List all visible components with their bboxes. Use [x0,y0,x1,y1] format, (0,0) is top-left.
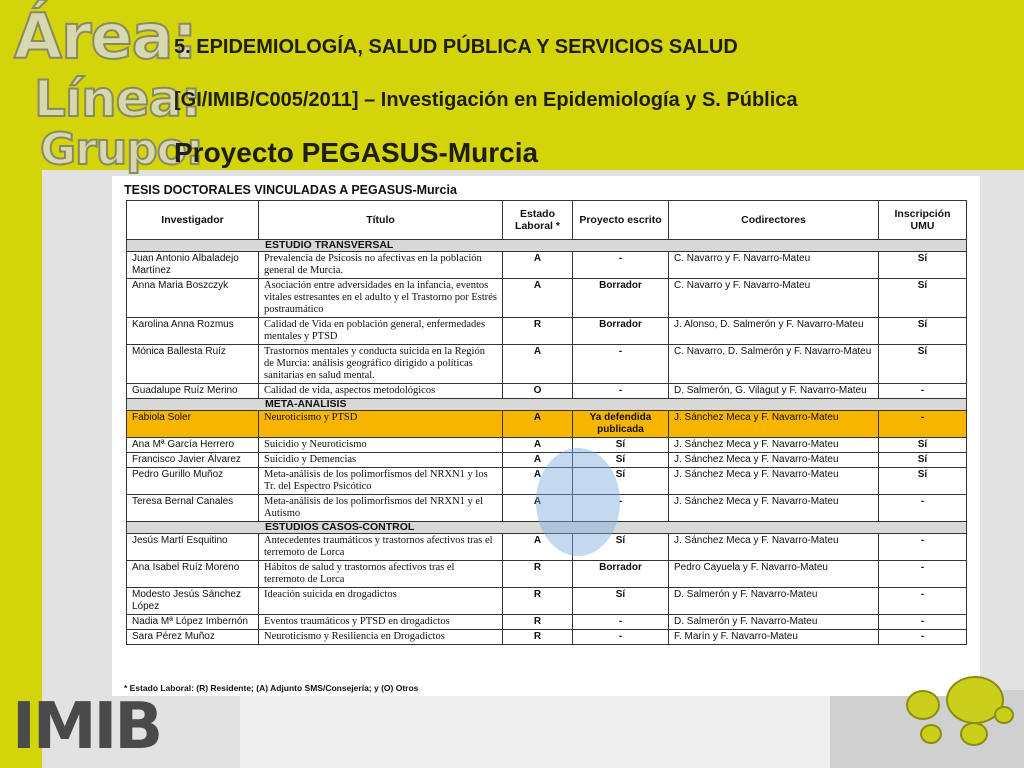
cell-codirectores: D. Salmerón, G. Vilagut y F. Navarro-Mateu [669,384,879,399]
col-proyecto-escrito: Proyecto escrito [573,201,669,240]
cell-titulo: Meta-análisis de los polimorfismos del NRXN1 y el Autismo [259,495,503,522]
cell-codirectores: Pedro Cayuela y F. Navarro-Mateu [669,561,879,588]
cell-codirectores: C. Navarro, D. Salmerón y F. Navarro-Mateu [669,345,879,384]
cell-investigador: Modesto Jesús Sánchez López [127,588,259,615]
cell-inscripcion: - [879,495,967,522]
cell-proyecto: - [573,384,669,399]
table-row [127,561,967,588]
cell-codirectores: D. Salmerón y F. Navarro-Mateu [669,588,879,615]
table-row [127,411,967,438]
cell-inscripcion: - [879,384,967,399]
cell-estado: R [503,588,573,615]
cell-titulo: Prevalencia de Psicosis no afectivas en la población general de Murcia. [259,252,503,279]
cell-estado: O [503,384,573,399]
cell-inscripcion: - [879,534,967,561]
cell-inscripcion: - [879,561,967,588]
cell-titulo: Ideación suicida en drogadictos [259,588,503,615]
table-row [127,615,967,630]
section-label: META-ANÁLISIS [127,399,967,411]
cell-proyecto: Borrador [573,318,669,345]
cell-codirectores: J. Sánchez Meca y F. Navarro-Mateu [669,534,879,561]
cell-estado: R [503,630,573,645]
section-row [127,399,967,411]
cell-investigador: Ana Mª García Herrero [127,438,259,453]
cell-codirectores: J. Sánchez Meca y F. Navarro-Mateu [669,438,879,453]
cell-estado: A [503,534,573,561]
cell-proyecto: - [573,615,669,630]
table-row [127,588,967,615]
col-investigador: Investigador [127,201,259,240]
logo-ball [920,724,942,744]
bottom-panel-light [240,690,830,768]
table-row [127,345,967,384]
cell-proyecto: Borrador [573,279,669,318]
thesis-table [126,200,967,645]
cell-codirectores: C. Navarro y F. Navarro-Mateu [669,279,879,318]
cell-investigador: Guadalupe Ruíz Merino [127,384,259,399]
cell-codirectores: J. Sánchez Meca y F. Navarro-Mateu [669,495,879,522]
section-row [127,240,967,252]
cell-titulo: Trastornos mentales y conducta suicida en la Región de Murcia: análisis geográfico dirigido a políticas sanitarias en salud mental. [259,345,503,384]
cell-proyecto: Ya defendida publicada [573,411,669,438]
area-label: Área: [14,0,197,73]
cell-inscripcion: Sí [879,345,967,384]
cell-inscripcion: Sí [879,252,967,279]
table-row [127,318,967,345]
cell-investigador: Nadia Mª López Imbernón [127,615,259,630]
grupo-heading: Proyecto PEGASUS-Murcia [174,137,539,168]
cell-investigador: Teresa Bernal Canales [127,495,259,522]
cell-investigador: Juan Antonio Albaladejo Martínez [127,252,259,279]
cell-inscripcion: Sí [879,468,967,495]
table-row [127,279,967,318]
cell-estado: R [503,561,573,588]
cell-titulo: Suicidio y Demencias [259,453,503,468]
cell-proyecto: - [573,495,669,522]
cell-estado: A [503,453,573,468]
cell-codirectores: J. Sánchez Meca y F. Navarro-Mateu [669,411,879,438]
linea-label: Línea: [34,70,201,128]
cell-titulo: Neuroticismo y PTSD [259,411,503,438]
logo-ball [960,722,988,746]
cell-titulo: Asociación entre adversidades en la infancia, eventos vitales estresantes en el adulto y el Trastorno por Estrés postraumático [259,279,503,318]
cell-estado: A [503,468,573,495]
cell-investigador: Fabiola Soler [127,411,259,438]
cell-proyecto: Borrador [573,561,669,588]
cell-inscripcion: - [879,630,967,645]
linea-heading: [GI/IMIB/C005/2011] – Investigación en Epidemiología y S. Pública [174,89,798,111]
cell-inscripcion: Sí [879,438,967,453]
logo-ball [906,690,940,720]
cell-proyecto: - [573,252,669,279]
cell-titulo: Hábitos de salud y trastornos afectivos tras el terremoto de Lorca [259,561,503,588]
grupo-label: Grupo: [40,124,203,175]
cell-estado: A [503,411,573,438]
cell-proyecto: Sí [573,588,669,615]
footnote: * Estado Laboral: (R) Residente; (A) Adjunto SMS/Consejería; y (O) Otros [124,683,419,693]
cell-investigador: Pedro Gurillo Muñoz [127,468,259,495]
cell-titulo: Meta-análisis de los polimorfismos del NRXN1 y los Tr. del Espectro Psicótico [259,468,503,495]
cell-investigador: Karolina Anna Rozmus [127,318,259,345]
cell-titulo: Calidad de Vida en población general, enfermedades mentales y PTSD [259,318,503,345]
table-row [127,630,967,645]
cell-codirectores: C. Navarro y F. Navarro-Mateu [669,252,879,279]
cell-proyecto: - [573,630,669,645]
cell-estado: A [503,345,573,384]
cell-investigador: Sara Pérez Muñoz [127,630,259,645]
cell-codirectores: J. Sánchez Meca y F. Navarro-Mateu [669,468,879,495]
col-estado-laboral: Estado Laboral * [503,201,573,240]
cell-estado: R [503,615,573,630]
cell-titulo: Calidad de vida, aspectos metodológicos [259,384,503,399]
cell-codirectores: J. Sánchez Meca y F. Navarro-Mateu [669,453,879,468]
col-inscripcion: Inscripción UMU [879,201,967,240]
cell-codirectores: D. Salmerón y F. Navarro-Mateu [669,615,879,630]
table-body [127,240,967,645]
cell-proyecto: Sí [573,534,669,561]
col-codirectores: Codirectores [669,201,879,240]
table-row [127,384,967,399]
thesis-table-sheet [112,176,980,696]
section-label: ESTUDIO TRANSVERSAL [127,240,967,252]
cell-inscripcion: Sí [879,453,967,468]
cell-investigador: Ana Isabel Ruíz Moreno [127,561,259,588]
cell-investigador: Anna Maria Boszczyk [127,279,259,318]
area-heading: 5. EPIDEMIOLOGÍA, SALUD PÚBLICA Y SERVICIOS SALUD [174,36,738,58]
cell-titulo: Suicidio y Neuroticismo [259,438,503,453]
decorative-blob [536,448,620,556]
cell-estado: R [503,318,573,345]
imib-logo: IMIB [12,690,161,764]
cell-inscripcion: Sí [879,279,967,318]
cell-titulo: Antecedentes traumáticos y trastornos afectivos tras el terremoto de Lorca [259,534,503,561]
cell-investigador: Francisco Javier Álvarez [127,453,259,468]
cell-estado: A [503,279,573,318]
table-header-row [127,201,967,240]
cell-titulo: Eventos traumáticos y PTSD en drogadictos [259,615,503,630]
cell-investigador: Mónica Ballesta Ruíz [127,345,259,384]
cell-estado: A [503,495,573,522]
cell-codirectores: F. Marín y F. Navarro-Mateu [669,630,879,645]
table-row [127,438,967,453]
logo-ball [994,706,1014,724]
cell-inscripcion: - [879,411,967,438]
cell-proyecto: - [573,345,669,384]
table-row [127,252,967,279]
cell-inscripcion: - [879,615,967,630]
table-title: TESIS DOCTORALES VINCULADAS A PEGASUS-Murcia [124,183,457,197]
cell-estado: A [503,438,573,453]
section-label: ESTUDIOS CASOS-CONTROL [127,522,967,534]
cell-proyecto: Sí [573,453,669,468]
cell-investigador: Jesús Martí Esquitino [127,534,259,561]
cell-inscripcion: Sí [879,318,967,345]
cell-proyecto: Sí [573,468,669,495]
left-strip [0,170,42,768]
cell-proyecto: Sí [573,438,669,453]
cell-inscripcion: - [879,588,967,615]
cell-estado: A [503,252,573,279]
cell-titulo: Neuroticismo y Resiliencia en Drogadictos [259,630,503,645]
cell-codirectores: J. Alonso, D. Salmerón y F. Navarro-Mateu [669,318,879,345]
col-titulo: Título [259,201,503,240]
